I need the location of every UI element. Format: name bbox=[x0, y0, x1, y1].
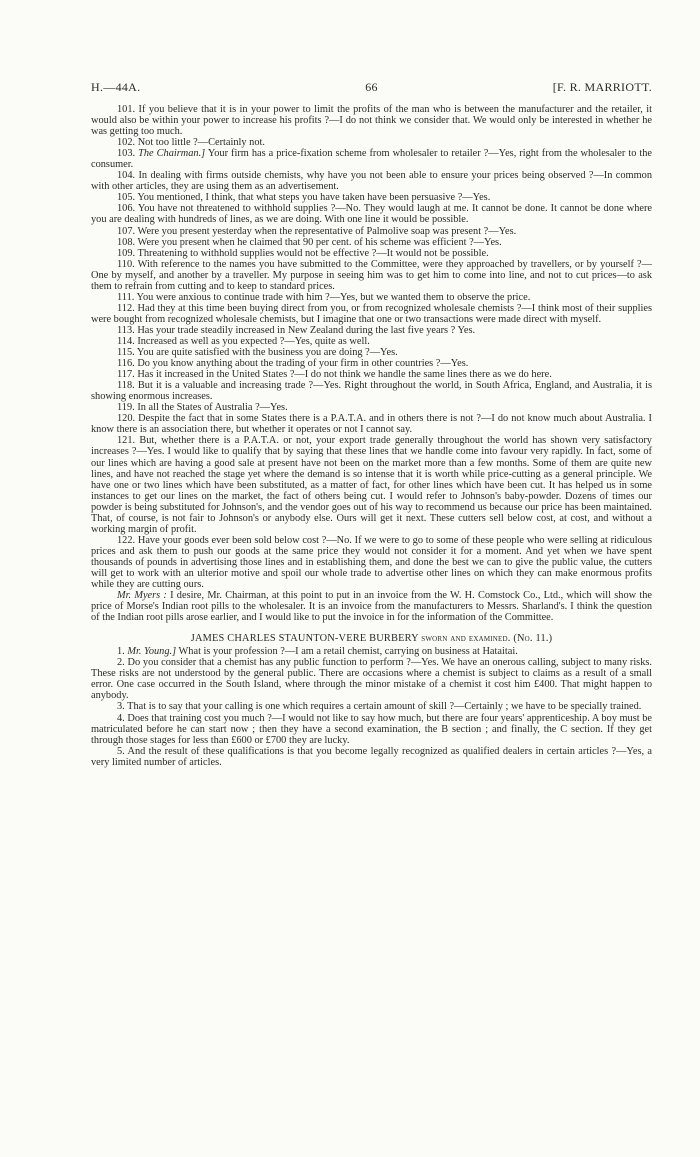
testimony-paragraph bbox=[91, 259, 652, 292]
question-number: 112. bbox=[117, 302, 135, 314]
paragraph-text: Increased as well as you expected ?—Yes, quite as well. bbox=[137, 335, 370, 347]
paragraph-text: Despite the fact that in some States there is a P.A.T.A. and in others there is not ?—I do not know much about Australia. I know there is an association there, but whether it operates or not I cannot say. bbox=[91, 413, 652, 436]
testimony-paragraph bbox=[91, 746, 652, 768]
question-number: 106. bbox=[117, 203, 136, 215]
testimony-paragraph bbox=[91, 137, 652, 148]
paragraph-text: Not too little ?—Certainly not. bbox=[137, 137, 265, 149]
paragraph-text: Do you consider that a chemist has any public function to perform ?—Yes. We have an onerous calling, subject to many risks. These risks are not understood by the general public. There are occasions where a chemist is subject to claims as a result of a small error. One case occurred in the South Island, where through the minor mistake of a chemist it cost him £400. That might happen to anybody. bbox=[91, 657, 652, 702]
speaker-label: Mr. Young.] bbox=[127, 646, 177, 658]
testimony-paragraph bbox=[91, 713, 652, 746]
question-number: 122. bbox=[117, 534, 136, 546]
paragraph-text: With reference to the names you have submitted to the Committee, were they approached by travellers, or by yourself ?—One by myself, and another by a traveller. My purpose in seeing him was to get him to come into line, and not to cut prices—to ask them to refrain from cutting and to keep to standard prices. bbox=[91, 258, 652, 292]
testimony-paragraph bbox=[91, 435, 652, 534]
speaker-label: The Chairman.] bbox=[138, 148, 206, 160]
testimony-section bbox=[91, 104, 652, 623]
paragraph-text: If you believe that it is in your power to limit the profits of the man who is between the manufacturer and the retailer, it would also be within your power to increase his profits ?—I do not think we consider that. We would only be interested in whether he was getting too much. bbox=[91, 104, 653, 138]
question-number: 119. bbox=[117, 402, 135, 414]
question-number: 107. bbox=[117, 225, 136, 237]
question-number: 3. bbox=[117, 701, 125, 713]
question-number: 115. bbox=[117, 347, 135, 359]
paragraph-text: Had they at this time been buying direct from you, or from recognized wholesale chemists ?—I think most of their supplies were bought from recognized wholesale chemists, but I imagine that one or two transactions were made direct with myself. bbox=[91, 302, 652, 325]
testimony-paragraph bbox=[91, 535, 652, 590]
testimony-paragraph bbox=[91, 646, 652, 657]
testimony-paragraph bbox=[91, 104, 652, 137]
paragraph-text: You mentioned, I think, that what steps you have taken have been persuasive ?—Yes. bbox=[137, 192, 491, 204]
question-number: 121. bbox=[117, 435, 136, 447]
witness-heading: JAMES CHARLES STAUNTON-VERE BURBERY sworn and examined. (No. 11.) bbox=[190, 633, 553, 645]
paragraph-text: You are quite satisfied with the business you are doing ?—Yes. bbox=[136, 347, 398, 359]
paragraph-text: But it is a valuable and increasing trade ?—Yes. Right throughout the world, in South Africa, England, and Australia, it is showing enormous increases. bbox=[91, 380, 652, 403]
question-number: 118. bbox=[117, 380, 135, 392]
question-number: 114. bbox=[117, 335, 135, 347]
testimony-paragraph bbox=[91, 203, 652, 225]
testimony-paragraph bbox=[91, 237, 652, 248]
testimony-paragraph bbox=[91, 170, 652, 192]
question-number: 109. bbox=[117, 247, 136, 259]
paragraph-text: That is to say that your calling is one which requires a certain amount of skill ?—Certainly ; we have to be specially trained. bbox=[127, 701, 642, 713]
paragraph-text: Does that training cost you much ?—I would not like to say how much, but there are four years' apprenticeship. A boy must be matriculated before he can start now ; then they have a second examination, the B section ; and finally, the C section. If they get through those stages for less than £600 or £700 they are lucky. bbox=[91, 712, 652, 746]
testimony-paragraph bbox=[91, 192, 652, 203]
testimony-paragraph bbox=[91, 369, 652, 380]
question-number: 102. bbox=[117, 137, 136, 149]
testimony-paragraph bbox=[91, 303, 652, 325]
paragraph-text: I desire, Mr. Chairman, at this point to put in an invoice from the W. H. Comstock Co., Ltd., which will show the price of Morse's Indian root pills to the wholesaler. It is an invoice from the manufacturers to Messrs. Sharland's. I think the question of the Indian root pills arose earlier, and I would like to put the invoice in for the information of the Committee. bbox=[91, 590, 653, 624]
testimony-paragraph bbox=[91, 226, 652, 237]
witness-testimony-section bbox=[91, 646, 652, 768]
question-number: 5. bbox=[117, 745, 125, 757]
testimony-paragraph bbox=[91, 248, 652, 259]
question-number: 113. bbox=[117, 324, 135, 336]
testimony-paragraph bbox=[91, 402, 652, 413]
paragraph-text: Your firm has a price-fixation scheme from wholesaler to retailer ?—Yes, right from the wholesaler to the consumer. bbox=[91, 148, 653, 171]
question-number: 104. bbox=[117, 170, 136, 182]
speaker-label: Mr. Myers : bbox=[117, 590, 167, 602]
paragraph-text: You have not threatened to withhold supplies ?—No. They would laugh at me. It cannot be done. It cannot be done where you are dealing with hundreds of lines, as we are doing. With one line it would be possible. bbox=[91, 203, 652, 226]
witness-name-header: [F. R. MARRIOTT. bbox=[552, 80, 652, 94]
testimony-paragraph bbox=[91, 701, 652, 712]
page-number: 66 bbox=[365, 80, 378, 94]
question-number: 120. bbox=[117, 413, 136, 425]
question-number: 1. bbox=[117, 646, 125, 658]
paragraph-text: In dealing with firms outside chemists, why have you not been able to ensure your prices being observed ?—In common with other articles, they are using them as an advertisement. bbox=[91, 170, 652, 193]
testimony-paragraph bbox=[91, 413, 652, 435]
question-number: 101. bbox=[117, 104, 136, 115]
paragraph-text: Threatening to withhold supplies would not be effective ?—It would not be possible. bbox=[137, 247, 489, 259]
question-number: 105. bbox=[117, 192, 136, 204]
testimony-paragraph bbox=[91, 347, 652, 358]
paragraph-text: Were you present yesterday when the representative of Palmolive soap was present ?—Yes. bbox=[137, 225, 517, 237]
paragraph-text: Were you present when he claimed that 90 per cent. of his scheme was efficient ?—Yes. bbox=[137, 236, 502, 248]
document-reference: H.—44A. bbox=[91, 80, 141, 94]
paragraph-text: Do you know anything about the trading of your firm in other countries ?—Yes. bbox=[137, 358, 469, 370]
testimony-paragraph bbox=[91, 358, 652, 369]
page-header bbox=[91, 80, 652, 98]
question-number: 116. bbox=[117, 358, 135, 370]
question-number: 103. bbox=[117, 148, 136, 160]
question-number: 4. bbox=[117, 712, 125, 724]
paragraph-text: Have your goods ever been sold below cost ?—No. If we were to go to some of these people who were selling at ridiculous prices and ask them to push our goods at the same price they would not consider it for a moment. And yet when we have spent thousands of pounds in advertising those lines and in establishing them, and done the best we can to give the public value, the cutters will get to work with an ulterior motive and spoil our whole trade to advertise other lines on which they can make enormous profits while they are cutting ours. bbox=[91, 534, 652, 591]
testimony-paragraph bbox=[91, 336, 652, 347]
section-gap bbox=[91, 623, 652, 633]
paragraph-text: Has it increased in the United States ?—I do not think we handle the same lines there as we do here. bbox=[137, 369, 552, 381]
testimony-paragraph bbox=[91, 590, 652, 623]
paragraph-text: What is your profession ?—I am a retail chemist, carrying on business at Hataitai. bbox=[178, 646, 518, 658]
question-number: 108. bbox=[117, 236, 136, 248]
paragraph-text: You were anxious to continue trade with him ?—Yes, but we wanted them to observe the price. bbox=[136, 291, 531, 303]
testimony-paragraph bbox=[91, 292, 652, 303]
paragraph-text: And the result of these qualifications is that you become legally recognized as qualified dealers in certain articles ?—Yes, a very limited number of articles. bbox=[91, 745, 652, 768]
paragraph-text: Has your trade steadily increased in New Zealand during the last five years ? Yes. bbox=[137, 324, 476, 336]
document-body bbox=[91, 104, 652, 768]
question-number: 110. bbox=[117, 258, 135, 270]
testimony-paragraph bbox=[91, 325, 652, 336]
question-number: 2. bbox=[117, 657, 125, 669]
testimony-paragraph bbox=[91, 148, 652, 170]
testimony-paragraph bbox=[91, 657, 652, 701]
testimony-paragraph bbox=[91, 380, 652, 402]
paragraph-text: In all the States of Australia ?—Yes. bbox=[137, 402, 288, 414]
question-number: 111. bbox=[117, 291, 135, 303]
paragraph-text: But, whether there is a P.A.T.A. or not, your export trade generally throughout the world has shown very satisfactory increases ?—Yes. I would like to qualify that by saying that these lines that we handle come into favour very rapidly. In fact, some of our lines which are having a good sale at present have not been on the market more than a few months. Some of them are quite new lines, and have not reached the stage yet where the demand is so intense that it is worth while price-cutting as a general principle. We have one or two lines which have been substituted, as a matter of fact, for other lines which have been cut. It has helped us in some instances to get our lines on the market, the fact of others being cut. I would refer to Johnson's baby-powder. Dozens of times our powder is being substituted for Johnson's, and the vendor goes out of his way to recommend us because our price has been maintained. That, of course, is not fair to Johnson's or anybody else. Ours will get it next. These cutters sell below cost, at cost, and without a working margin of profit. bbox=[91, 435, 652, 535]
question-number: 117. bbox=[117, 369, 135, 381]
